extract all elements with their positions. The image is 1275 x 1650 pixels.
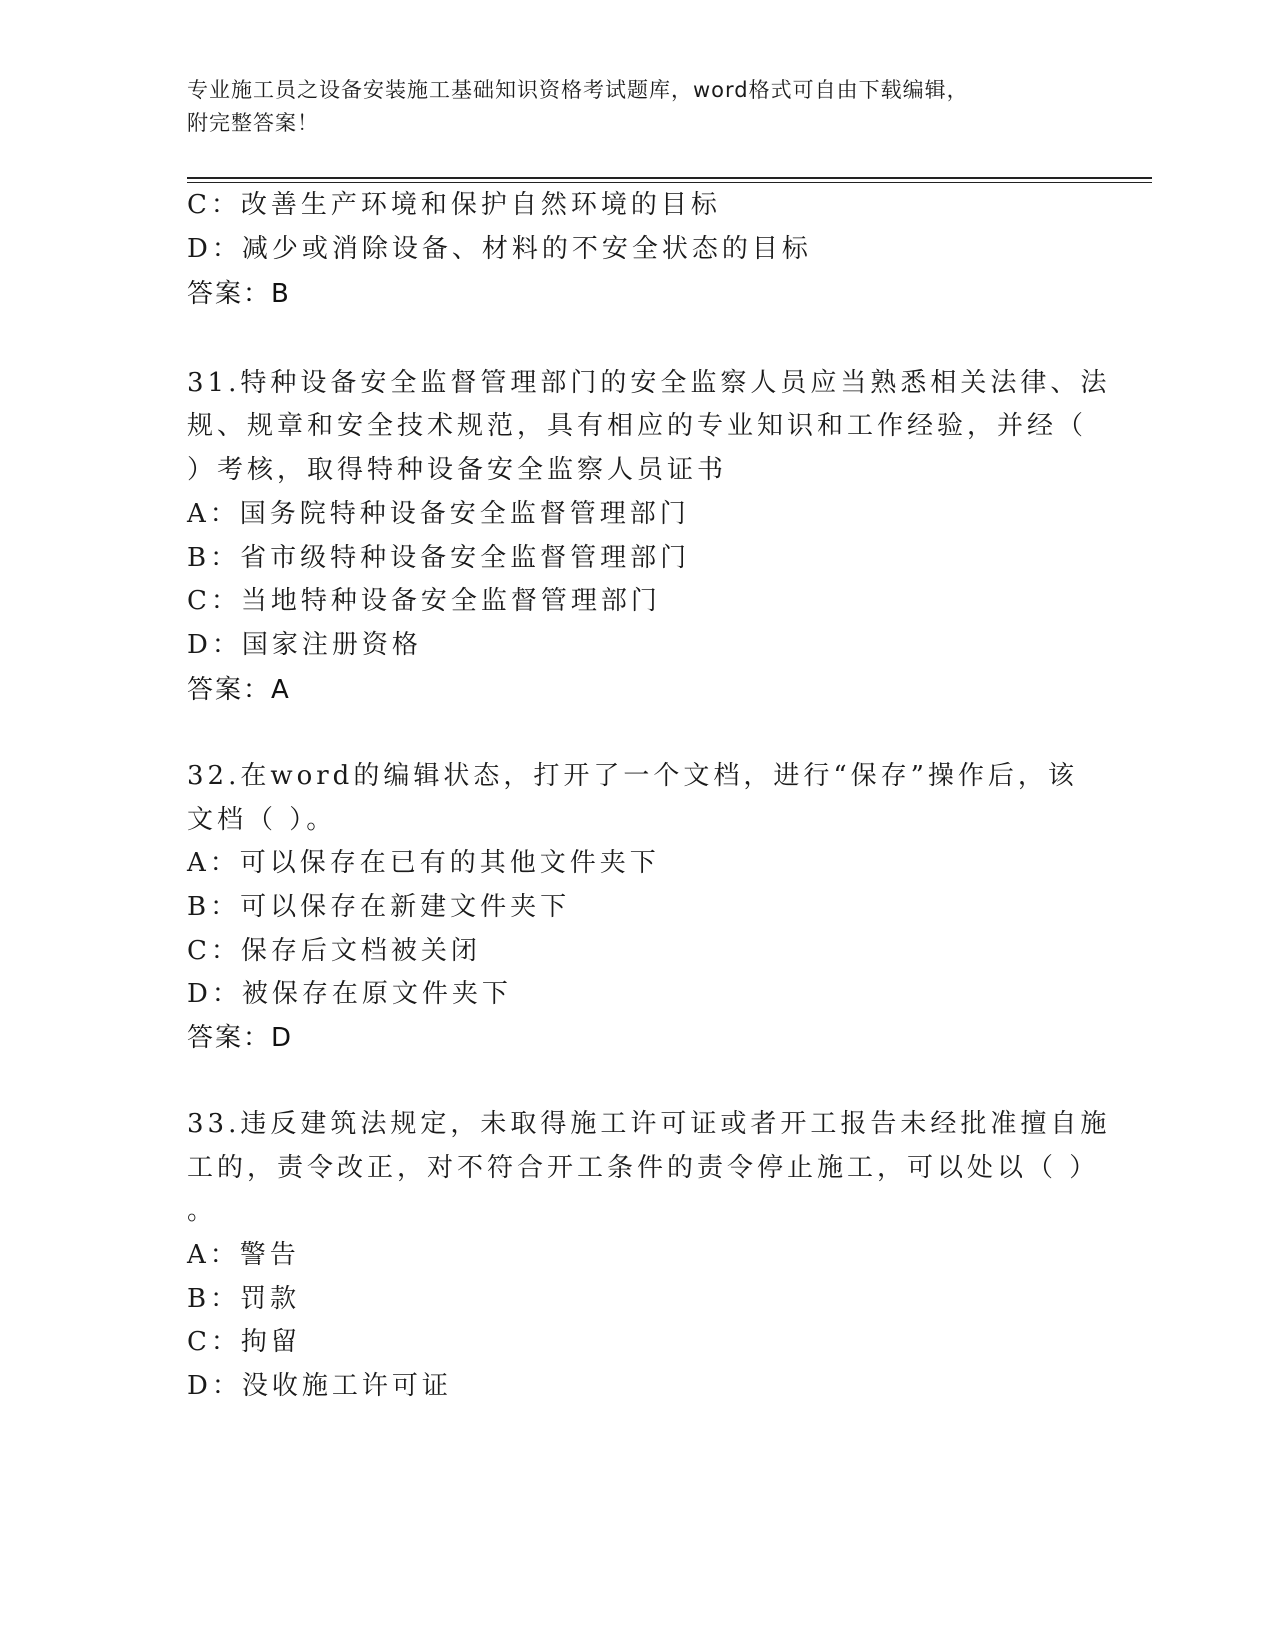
q33-stem-line-3: 。 xyxy=(187,1196,218,1226)
q32-option-b: B：可以保存在新建文件夹下 xyxy=(187,892,571,922)
header-divider-thin xyxy=(187,182,1152,183)
q33-stem-line-2: 工的，责令改正，对不符合开工条件的责令停止施工，可以处以（ ） xyxy=(187,1153,1100,1183)
document-header xyxy=(187,74,1077,140)
q32-option-a: A：可以保存在已有的其他文件夹下 xyxy=(187,848,660,878)
q33-option-c: C：拘留 xyxy=(187,1327,301,1357)
q31-stem-line-1: 31.特种设备安全监督管理部门的安全监察人员应当熟悉相关法律、法 xyxy=(187,368,1111,398)
q31-stem-line-3: ）考核，取得特种设备安全监察人员证书 xyxy=(187,455,728,485)
q31-option-c: C：当地特种设备安全监督管理部门 xyxy=(187,586,661,616)
q32-option-c: C：保存后文档被关闭 xyxy=(187,936,481,966)
q32-option-d: D：被保存在原文件夹下 xyxy=(187,979,512,1009)
q31-answer: 答案：A xyxy=(187,675,291,705)
header-line-1: 专业施工员之设备安装施工基础知识资格考试题库，word格式可自由下载编辑， xyxy=(187,78,969,102)
q32-stem-line-2: 文档（ ）。 xyxy=(187,805,337,835)
prev-answer: 答案：B xyxy=(187,279,291,309)
prev-option-d: D：减少或消除设备、材料的不安全状态的目标 xyxy=(187,234,812,264)
q33-option-d: D：没收施工许可证 xyxy=(187,1371,452,1401)
header-line-2: 附完整答案！ xyxy=(187,111,319,135)
prev-option-c: C：改善生产环境和保护自然环境的目标 xyxy=(187,190,721,220)
q32-stem-line-1: 32.在word的编辑状态，打开了一个文档，进行“保存”操作后，该 xyxy=(187,761,1078,791)
q32-answer: 答案：D xyxy=(187,1023,294,1053)
q31-stem-line-2: 规、规章和安全技术规范，具有相应的专业知识和工作经验，并经（ xyxy=(187,411,1088,441)
q31-option-d: D：国家注册资格 xyxy=(187,630,422,660)
q31-option-b: B：省市级特种设备安全监督管理部门 xyxy=(187,543,691,573)
q31-option-a: A：国务院特种设备安全监督管理部门 xyxy=(187,499,690,529)
q33-option-a: A：警告 xyxy=(187,1240,300,1270)
header-divider-thick xyxy=(187,177,1152,179)
q33-option-b: B：罚款 xyxy=(187,1284,301,1314)
q33-stem-line-1: 33.违反建筑法规定，未取得施工许可证或者开工报告未经批准擅自施 xyxy=(187,1109,1111,1139)
